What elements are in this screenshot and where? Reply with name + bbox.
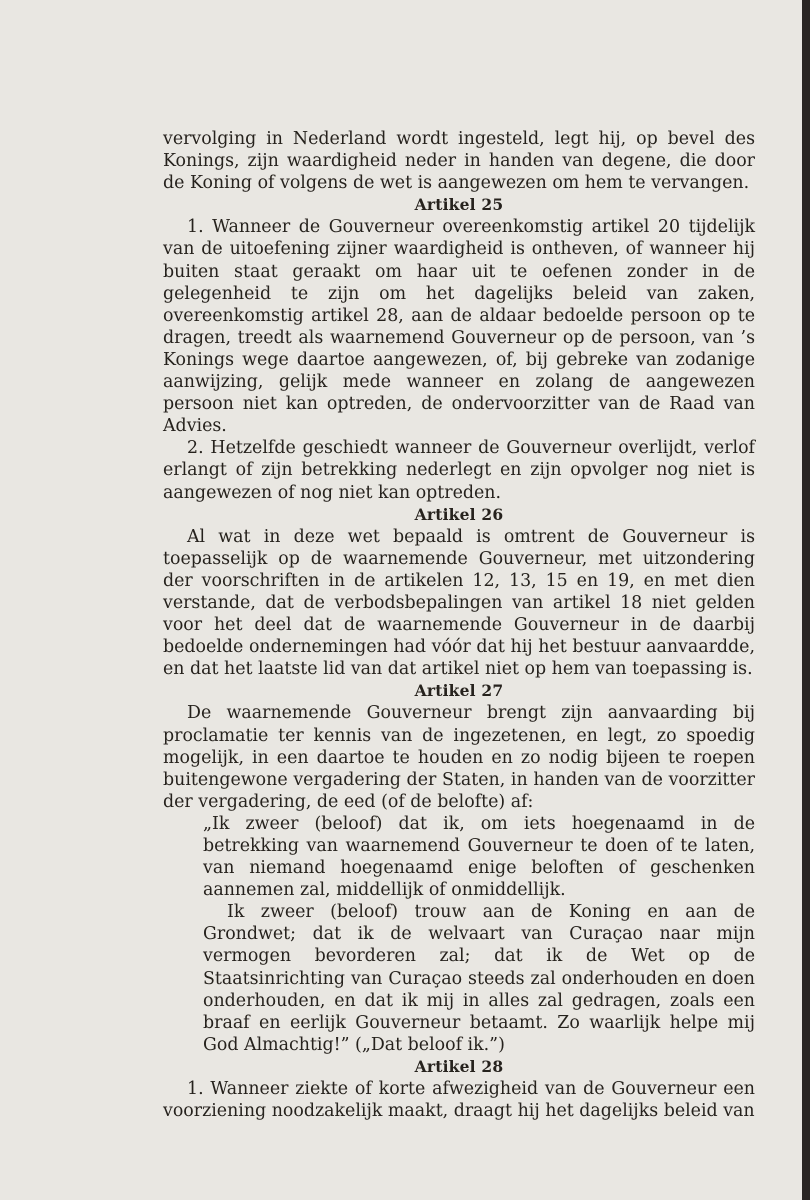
oath-paragraph-1: „Ik zweer (beloof) dat ik, om iets hoegenaamd in de betrekking van waarnemend Gouverneur te doen of te laten, van niemand hoegenaamd enige beloften of geschenken aannemen zal, middellijk of onmiddellijk. [203,813,755,901]
page-edge-shadow [802,0,810,1200]
oath-block [203,813,755,1056]
heading-artikel-26: Artikel 26 [414,504,504,524]
document-page [163,128,755,1122]
paragraph-artikel-28-lid-1: 1. Wanneer ziekte of korte afwezigheid van de Gouverneur een voorziening noodzakelijk maakt, draagt hij het dagelijks beleid van [163,1079,755,1122]
heading-artikel-28: Artikel 28 [414,1056,504,1076]
paragraph-continuation: vervolging in Nederland wordt ingesteld, legt hij, op bevel des Konings, zijn waardigheid neder in handen van degene, die door de Koning of volgens de wet is aangewezen om hem te vervangen. [163,129,755,194]
heading-artikel-25: Artikel 25 [414,195,504,215]
paragraph-artikel-25-lid-1: 1. Wanneer de Gouverneur overeenkomstig artikel 20 tijdelijk van de uitoefening zijner waardigheid is ontheven, of wanneer hij buiten staat geraakt om haar uit te oefenen zonder in de gelegenheid te zijn om het dagelijks beleid van zaken, overeenkomstig artikel 28, aan de aldaar bedoelde persoon op te dragen, treedt als waarnemend Gouverneur op de persoon, van ’s Konings wege daartoe aangewezen, of, bij gebreke van zodanige aanwijzing, gelijk mede wanneer en zolang de aangewezen persoon niet kan optreden, de ondervoorzitter van de Raad van Advies. [163,217,755,437]
paragraph-artikel-25-lid-2: 2. Hetzelfde geschiedt wanneer de Gouverneur overlijdt, verlof erlangt of zijn betrekking nederlegt en zijn opvolger nog niet is aangewezen of nog niet kan optreden. [163,438,755,503]
heading-artikel-27: Artikel 27 [414,681,504,701]
oath-paragraph-2: Ik zweer (beloof) trouw aan de Koning en aan de Grondwet; dat ik de welvaart van Curaçao naar mijn vermogen bevorderen zal; dat ik de Wet op de Staatsinrichting van Curaçao steeds zal onderhouden en doen onderhouden, en dat ik mij in alles zal gedragen, zoals een braaf en eerlijk Gouverneur betaamt. Zo waarlijk helpe mij God Almachtig!” („Dat beloof ik.”) [203,902,755,1055]
paragraph-artikel-26: Al wat in deze wet bepaald is omtrent de Gouverneur is toepasselijk op de waarnemende Gouverneur, met uitzondering der voorschriften in de artikelen 12, 13, 15 en 19, en met dien verstande, dat de verbodsbepalingen van artikel 18 niet gelden voor het deel dat de waarnemende Gouverneur in de daarbij bedoelde ondernemingen had vóór dat hij het bestuur aanvaardde, en dat het laatste lid van dat artikel niet op hem van toepassing is. [163,526,755,680]
paragraph-artikel-27: De waarnemende Gouverneur brengt zijn aanvaarding bij proclamatie ter kennis van de ingezetenen, en legt, zo spoedig mogelijk, in een daartoe te houden en zo nodig bijeen te roepen buitengewone vergadering der Staten, in handen van de voorzitter der vergadering, de eed (of de belofte) af: [163,703,755,812]
